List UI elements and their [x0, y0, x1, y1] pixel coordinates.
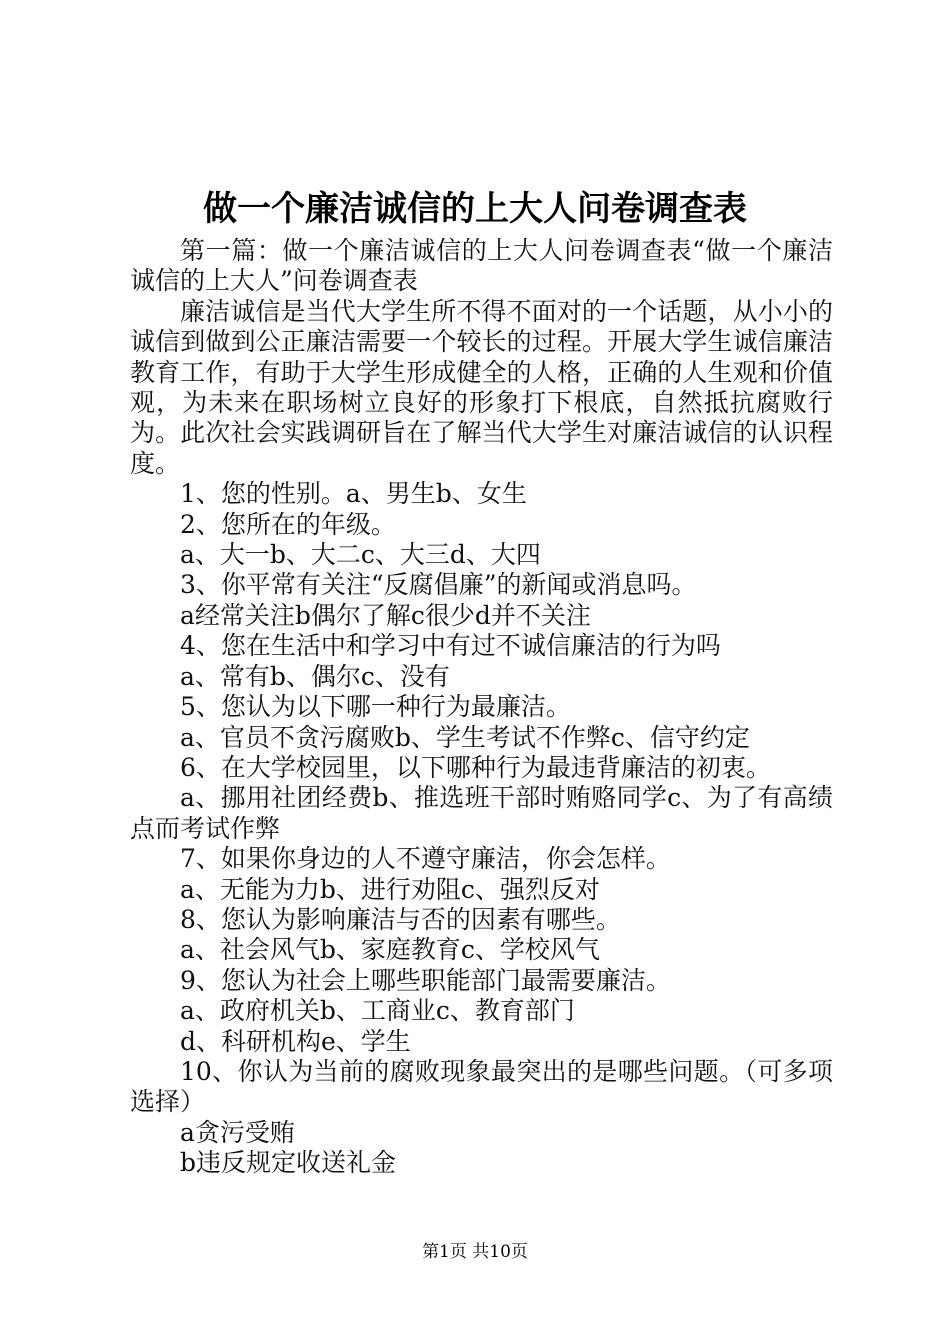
- question-item: 6、在大学校园里，以下哪种行为最违背廉洁的初衷。: [180, 752, 771, 782]
- answer-options: a贪污受贿: [180, 1117, 295, 1147]
- question-item: 8、您认为影响廉洁与否的因素有哪些。: [180, 904, 621, 934]
- question-item: 9、您认为社会上哪些职能部门最需要廉洁。: [180, 965, 671, 995]
- answer-options: a、官员不贪污腐败b、学生考试不作弊c、信守约定: [180, 722, 750, 752]
- question-item: 10、你认为当前的腐败现象最突出的是哪些问题。（可多项选择）: [130, 1056, 833, 1117]
- answer-options: a、大一b、大二c、大三d、大四: [180, 540, 541, 570]
- document-body: [130, 236, 833, 1179]
- question-item: 7、如果你身边的人不遵守廉洁，你会怎样。: [180, 844, 671, 874]
- answer-options: d、科研机构e、学生: [180, 1026, 411, 1056]
- answer-options: a、常有b、偶尔c、没有: [180, 661, 450, 691]
- question-item: 2、您所在的年级。: [180, 509, 396, 539]
- answer-options: a、无能为力b、进行劝阻c、强烈反对: [180, 874, 600, 904]
- paragraph: 廉洁诚信是当代大学生所不得不面对的一个话题，从小小的诚信到做到公正廉洁需要一个较长的过程。开展大学生诚信廉洁教育工作，有助于大学生形成健全的人格，正确的人生观和价值观，为未来在职场树立良好的形象打下根底，自然抵抗腐败行为。此次社会实践调研旨在了解当代大学生对廉洁诚信的认识程度。: [130, 296, 833, 478]
- answer-options: b违反规定收送礼金: [180, 1148, 397, 1178]
- page-number: 第1页 共10页: [422, 1242, 528, 1262]
- answer-options: a、政府机关b、工商业c、教育部门: [180, 996, 575, 1026]
- answer-options: a、社会风气b、家庭教育c、学校风气: [180, 935, 600, 965]
- document-title: 做一个廉洁诚信的上大人问卷调查表: [203, 189, 747, 229]
- question-item: 3、你平常有关注“反腐倡廉”的新闻或消息吗。: [180, 570, 697, 600]
- question-item: 4、您在生活中和学习中有过不诚信廉洁的行为吗: [180, 631, 721, 661]
- paragraph: 第一篇：做一个廉洁诚信的上大人问卷调查表“做一个廉洁诚信的上大人”问卷调查表: [130, 236, 833, 296]
- answer-options: a经常关注b偶尔了解c很少d并不关注: [180, 600, 591, 630]
- question-item: 5、您认为以下哪一种行为最廉洁。: [180, 692, 571, 722]
- answer-options: a、挪用社团经费b、推选班干部时贿赂同学c、为了有高绩点而考试作弊: [130, 783, 833, 843]
- question-item: 1、您的性别。a、男生b、女生: [180, 479, 527, 509]
